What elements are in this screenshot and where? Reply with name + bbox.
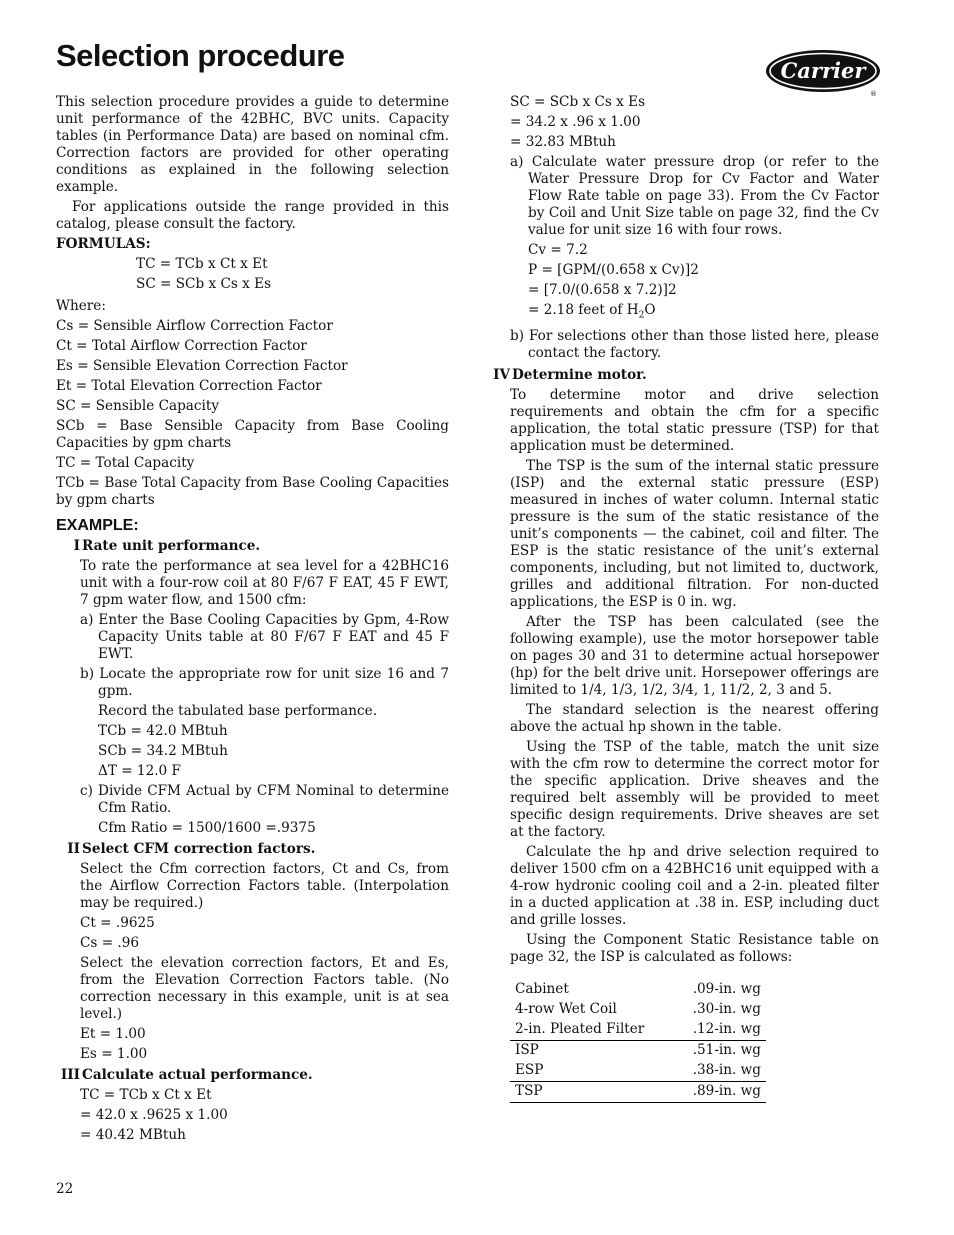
table-row: ISP .51-in. wg [515,1041,761,1058]
definition: TCb = Base Total Capacity from Base Cooling Capacities by gpm charts [56,475,449,508]
step-text: To rate the performance at sea level for a 42BHC16 unit with a four-row coil at 80 F/67 F EAT, 45 F EWT, 7 gpm water flow, and 1500 cfm: [80,558,449,608]
svg-text:Carrier: Carrier [780,58,866,83]
step-heading [486,367,879,384]
value-ct: Ct = .9625 [80,915,155,931]
intro-paragraph-2: For applications outside the range provided in this catalog, please consult the factory. [56,199,449,232]
table-row: 4-row Wet Coil .30-in. wg [515,1000,761,1017]
carrier-logo [765,48,885,98]
motor-paragraph: Using the Component Static Resistance table on page 32, the ISP is calculated as follows: [510,931,879,965]
step-text: Select the elevation correction factors, Et and Es, from the Elevation Correction Factors table. (No correction necessary in this example, unit is at sea level.) [80,955,449,1022]
motor-paragraph: Using the TSP of the table, match the unit size with the cfm row to determine the correct motor for the specific application. Drive sheaves and the required belt assembly will be provided to meet specific design requirements. Drive sheaves are set at the factory. [510,738,879,840]
static-pressure-table [510,980,766,1103]
calc-line: = 40.42 MBtuh [80,1127,186,1143]
step-heading [56,538,449,555]
substep-b: b) For selections other than those listed here, please contact the factory. [510,327,879,361]
substep-a: a) Enter the Base Cooling Capacities by Gpm, 4-Row Capacity Units table at 80 F/67 F EAT and 45 F EWT. [80,612,449,662]
definition: SCb = Base Sensible Capacity from Base Cooling Capacities by gpm charts [56,418,449,451]
step-title: Select CFM correction factors. [82,841,316,857]
step-title: Rate unit performance. [82,538,261,554]
definition: TC = Total Capacity [56,455,195,471]
definition: SC = Sensible Capacity [56,398,220,414]
step-number: I [73,538,80,554]
table-row: Cabinet .09-in. wg [515,980,761,997]
step-title: Calculate actual performance. [82,1067,313,1083]
calc-line: SC = SCb x Cs x Es [510,94,646,110]
definition: Cs = Sensible Airflow Correction Factor [56,318,333,334]
page-number: 22 [56,1181,74,1197]
calc-line: TC = TCb x Ct x Et [80,1087,212,1103]
value-scb: SCb = 34.2 MBtuh [98,743,228,759]
step-number: III [60,1067,80,1083]
record-note: Record the tabulated base performance. [98,703,378,719]
value-cv: Cv = 7.2 [528,242,588,258]
motor-paragraph: After the TSP has been calculated (see the following example), use the motor horsepower table on pages 30 and 31 to determine actual horsepower (hp) for the belt drive unit. Horsepower offerings are limited to 1/4, 1/3, 1/2, 3/4, 1, 11/2, 2, 3 and 5. [510,613,879,698]
step-title: Determine motor. [512,366,647,383]
step-text: Select the Cfm correction factors, Ct and Cs, from the Airflow Correction Factors table. (Interpolation may be required.) [80,861,449,911]
where-label: Where: [56,298,106,314]
table-row: ESP .38-in. wg [510,1061,766,1082]
value-et: Et = 1.00 [80,1026,146,1042]
motor-paragraph: To determine motor and drive selection requirements and obtain the cfm for a specific application, the total static pressure (TSP) for that application must be determined. [510,386,879,454]
motor-paragraph: The TSP is the sum of the internal static pressure (ISP) and the external static pressure (ESP) measured in inches of water column. Internal static pressure is the sum of the static resistance of the unit’s components — the cabinet, coil and filter. The ESP is the static resistance of the unit’s external components, including, but not limited to, ductwork, grilles and additional filtration. For non-ducted applications, the ESP is 0 in. wg. [510,457,879,610]
substep-c: c) Divide CFM Actual by CFM Nominal to determine Cfm Ratio. [80,783,449,816]
calc-line: P = [GPM/(0.658 x Cv)]2 [528,262,699,278]
step-number: IV [493,366,510,383]
formula-sc: SC = SCb x Cs x Es [136,276,272,292]
table-row: 2-in. Pleated Filter .12-in. wg [510,1020,766,1041]
motor-paragraph: The standard selection is the nearest offering above the actual hp shown in the table. [510,701,879,735]
substep-list [56,612,449,700]
left-column [56,94,449,1144]
cfm-ratio: Cfm Ratio = 1500/1600 =.9375 [98,820,316,836]
formulas-heading: FORMULAS: [56,236,151,252]
intro-paragraph: This selection procedure provides a guide to determine unit performance of the 42BHC, BVC units. Capacity tables (in Performance Data) are based on nominal cfm. Correction factors are provided for other operating conditions as explained in the following selection example. [56,94,449,195]
table-row: TSP .89-in. wg [510,1081,766,1102]
calc-line: = 32.83 MBtuh [510,134,616,150]
calc-line: = 2.18 feet of $H_2O$ [528,302,656,321]
calc-line: = [7.0/(0.658 x 7.2)]2 [528,282,677,298]
substep-list [486,154,879,239]
svg-text:®: ® [870,90,877,98]
definition: Ct = Total Airflow Correction Factor [56,338,307,354]
value-dt: ΔT = 12.0 F [98,763,181,779]
value-es: Es = 1.00 [80,1046,148,1062]
definition: Et = Total Elevation Correction Factor [56,378,322,394]
substep-a: a) Calculate water pressure drop (or refer to the Water Pressure Drop for Cv Factor and Water Flow Rate table on page 33). From the Cv Factor by Coil and Unit Size table on page 32, find the Cv value for unit size 16 with four rows. [510,154,879,238]
step-heading [56,841,449,858]
step-number: II [67,841,80,857]
page-title: Selection procedure [56,38,345,73]
calc-line: = 34.2 x .96 x 1.00 [510,114,641,130]
substep-list [486,328,879,362]
right-column [486,94,879,1103]
calc-line: = 42.0 x .9625 x 1.00 [80,1107,228,1123]
definition: Es = Sensible Elevation Correction Factor [56,358,348,374]
example-heading: EXAMPLE: [56,517,139,534]
motor-text [486,458,879,966]
formula-tc: TC = TCb x Ct x Et [136,256,268,272]
value-tcb: TCb = 42.0 MBtuh [98,723,228,739]
step-heading [56,1067,449,1084]
motor-paragraph: Calculate the hp and drive selection required to deliver 1500 cfm on a 42BHC16 unit equipped with a 4-row hydronic cooling coil and a 2-in. pleated filter in a ducted application at .38 in. ESP, including duct and grille losses. [510,843,879,928]
substep-b: b) Locate the appropriate row for unit size 16 and 7 gpm. [80,666,449,699]
substep-list [56,783,449,817]
value-cs: Cs = .96 [80,935,140,951]
